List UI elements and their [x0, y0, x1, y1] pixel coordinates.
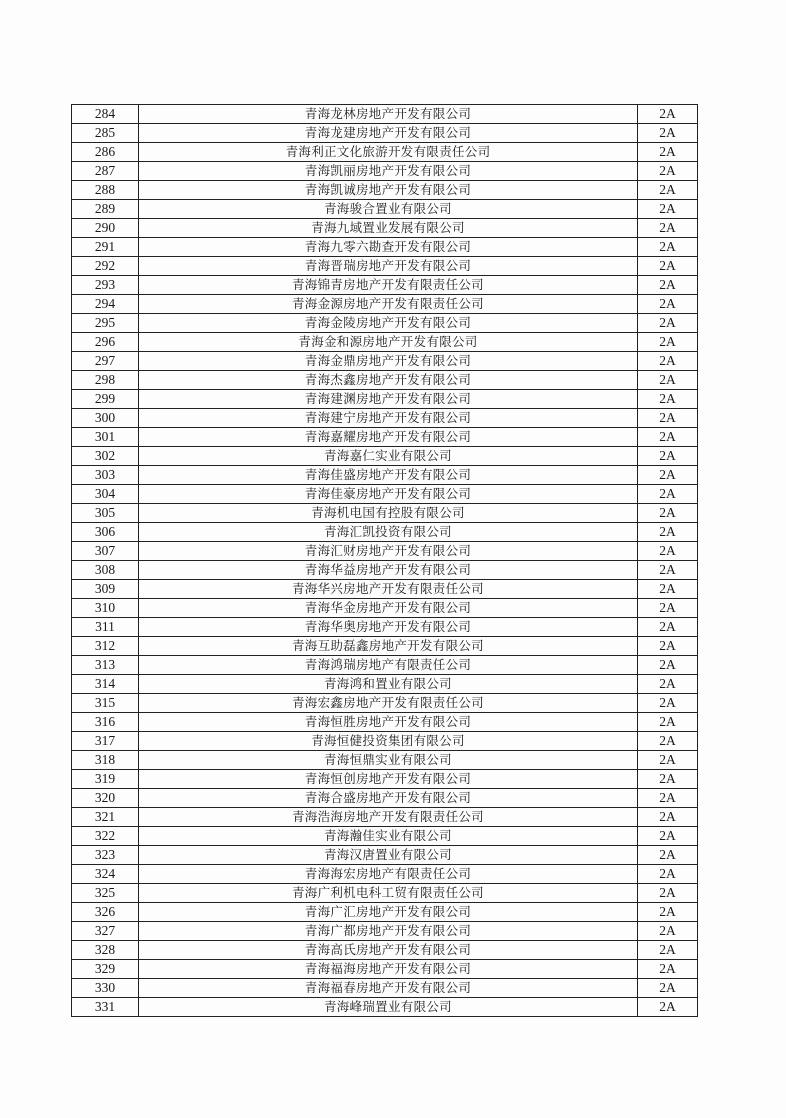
company-name-cell: 青海恒胜房地产开发有限公司: [139, 713, 638, 732]
grade-cell: 2A: [638, 827, 698, 846]
company-name-cell: 青海华益房地产开发有限公司: [139, 561, 638, 580]
table-row: [72, 827, 698, 846]
row-number-cell: 305: [72, 504, 139, 523]
row-number-cell: 293: [72, 276, 139, 295]
table-row: [72, 276, 698, 295]
table-row: [72, 390, 698, 409]
table-row: [72, 219, 698, 238]
grade-cell: 2A: [638, 561, 698, 580]
grade-cell: 2A: [638, 466, 698, 485]
company-name-cell: 青海浩海房地产开发有限责任公司: [139, 808, 638, 827]
company-name-cell: 青海鸿瑞房地产有限责任公司: [139, 656, 638, 675]
row-number-cell: 294: [72, 295, 139, 314]
company-name-cell: 青海宏鑫房地产开发有限责任公司: [139, 694, 638, 713]
grade-cell: 2A: [638, 580, 698, 599]
grade-cell: 2A: [638, 656, 698, 675]
grade-cell: 2A: [638, 162, 698, 181]
company-name-cell: 青海建宁房地产开发有限公司: [139, 409, 638, 428]
table-row: [72, 124, 698, 143]
company-name-cell: 青海合盛房地产开发有限公司: [139, 789, 638, 808]
grade-cell: 2A: [638, 732, 698, 751]
grade-cell: 2A: [638, 314, 698, 333]
company-name-cell: 青海龙林房地产开发有限公司: [139, 105, 638, 124]
row-number-cell: 304: [72, 485, 139, 504]
table-row: [72, 618, 698, 637]
company-name-cell: 青海汇凯投资有限公司: [139, 523, 638, 542]
table-row: [72, 561, 698, 580]
table-row: [72, 428, 698, 447]
table-row: [72, 181, 698, 200]
grade-cell: 2A: [638, 713, 698, 732]
row-number-cell: 308: [72, 561, 139, 580]
grade-cell: 2A: [638, 941, 698, 960]
row-number-cell: 331: [72, 998, 139, 1017]
grade-cell: 2A: [638, 808, 698, 827]
row-number-cell: 322: [72, 827, 139, 846]
row-number-cell: 307: [72, 542, 139, 561]
table-row: [72, 808, 698, 827]
grade-cell: 2A: [638, 789, 698, 808]
company-name-cell: 青海利正文化旅游开发有限责任公司: [139, 143, 638, 162]
row-number-cell: 329: [72, 960, 139, 979]
grade-cell: 2A: [638, 884, 698, 903]
table-row: [72, 504, 698, 523]
company-name-cell: 青海骏合置业有限公司: [139, 200, 638, 219]
company-name-cell: 青海广汇房地产开发有限公司: [139, 903, 638, 922]
table-row: [72, 333, 698, 352]
grade-cell: 2A: [638, 694, 698, 713]
company-name-cell: 青海九域置业发展有限公司: [139, 219, 638, 238]
company-name-cell: 青海机电国有控股有限公司: [139, 504, 638, 523]
table-row: [72, 903, 698, 922]
grade-cell: 2A: [638, 770, 698, 789]
grade-cell: 2A: [638, 143, 698, 162]
company-name-cell: 青海互助磊鑫房地产开发有限公司: [139, 637, 638, 656]
company-name-cell: 青海九零六勘查开发有限公司: [139, 238, 638, 257]
table-row: [72, 314, 698, 333]
table-row: [72, 257, 698, 276]
table-row: [72, 656, 698, 675]
grade-cell: 2A: [638, 371, 698, 390]
company-name-cell: 青海峰瑞置业有限公司: [139, 998, 638, 1017]
row-number-cell: 318: [72, 751, 139, 770]
company-name-cell: 青海海宏房地产有限责任公司: [139, 865, 638, 884]
company-name-cell: 青海晋瑞房地产开发有限公司: [139, 257, 638, 276]
company-name-cell: 青海佳豪房地产开发有限公司: [139, 485, 638, 504]
row-number-cell: 291: [72, 238, 139, 257]
row-number-cell: 303: [72, 466, 139, 485]
table-row: [72, 884, 698, 903]
row-number-cell: 287: [72, 162, 139, 181]
table-row: [72, 162, 698, 181]
company-name-cell: 青海建渊房地产开发有限公司: [139, 390, 638, 409]
grade-cell: 2A: [638, 295, 698, 314]
row-number-cell: 326: [72, 903, 139, 922]
table-row: [72, 732, 698, 751]
row-number-cell: 313: [72, 656, 139, 675]
grade-cell: 2A: [638, 922, 698, 941]
table-row: [72, 295, 698, 314]
table-row: [72, 371, 698, 390]
grade-cell: 2A: [638, 485, 698, 504]
row-number-cell: 328: [72, 941, 139, 960]
table-row: [72, 865, 698, 884]
row-number-cell: 295: [72, 314, 139, 333]
row-number-cell: 302: [72, 447, 139, 466]
grade-cell: 2A: [638, 751, 698, 770]
grade-cell: 2A: [638, 618, 698, 637]
row-number-cell: 297: [72, 352, 139, 371]
table-row: [72, 485, 698, 504]
company-name-cell: 青海佳盛房地产开发有限公司: [139, 466, 638, 485]
row-number-cell: 298: [72, 371, 139, 390]
row-number-cell: 285: [72, 124, 139, 143]
grade-cell: 2A: [638, 447, 698, 466]
company-name-cell: 青海华金房地产开发有限公司: [139, 599, 638, 618]
grade-cell: 2A: [638, 390, 698, 409]
table-row: [72, 789, 698, 808]
row-number-cell: 286: [72, 143, 139, 162]
company-name-cell: 青海嘉仁实业有限公司: [139, 447, 638, 466]
grade-cell: 2A: [638, 181, 698, 200]
row-number-cell: 296: [72, 333, 139, 352]
table-row: [72, 846, 698, 865]
row-number-cell: 314: [72, 675, 139, 694]
company-name-cell: 青海华奥房地产开发有限公司: [139, 618, 638, 637]
company-name-cell: 青海华兴房地产开发有限责任公司: [139, 580, 638, 599]
table-row: [72, 200, 698, 219]
table-row: [72, 447, 698, 466]
grade-cell: 2A: [638, 257, 698, 276]
grade-cell: 2A: [638, 409, 698, 428]
row-number-cell: 292: [72, 257, 139, 276]
company-name-cell: 青海恒创房地产开发有限公司: [139, 770, 638, 789]
table-row: [72, 580, 698, 599]
grade-cell: 2A: [638, 428, 698, 447]
table-row: [72, 694, 698, 713]
company-name-cell: 青海嘉耀房地产开发有限公司: [139, 428, 638, 447]
grade-cell: 2A: [638, 352, 698, 371]
grade-cell: 2A: [638, 504, 698, 523]
company-name-cell: 青海瀚佳实业有限公司: [139, 827, 638, 846]
row-number-cell: 320: [72, 789, 139, 808]
table-row: [72, 637, 698, 656]
grade-cell: 2A: [638, 675, 698, 694]
row-number-cell: 317: [72, 732, 139, 751]
table-row: [72, 542, 698, 561]
grade-cell: 2A: [638, 979, 698, 998]
company-name-cell: 青海龙建房地产开发有限公司: [139, 124, 638, 143]
table-row: [72, 979, 698, 998]
row-number-cell: 310: [72, 599, 139, 618]
table-row: [72, 238, 698, 257]
grade-cell: 2A: [638, 219, 698, 238]
grade-cell: 2A: [638, 542, 698, 561]
table-row: [72, 523, 698, 542]
table-body: [72, 105, 698, 1017]
company-name-cell: 青海金陵房地产开发有限公司: [139, 314, 638, 333]
row-number-cell: 323: [72, 846, 139, 865]
table-row: [72, 466, 698, 485]
company-name-cell: 青海福海房地产开发有限公司: [139, 960, 638, 979]
row-number-cell: 312: [72, 637, 139, 656]
row-number-cell: 284: [72, 105, 139, 124]
grade-cell: 2A: [638, 105, 698, 124]
company-name-cell: 青海金鼎房地产开发有限公司: [139, 352, 638, 371]
row-number-cell: 300: [72, 409, 139, 428]
table-row: [72, 941, 698, 960]
table-row: [72, 998, 698, 1017]
table-row: [72, 751, 698, 770]
row-number-cell: 327: [72, 922, 139, 941]
grade-cell: 2A: [638, 238, 698, 257]
table-row: [72, 960, 698, 979]
company-name-cell: 青海凯诚房地产开发有限公司: [139, 181, 638, 200]
company-name-cell: 青海锦青房地产开发有限责任公司: [139, 276, 638, 295]
grade-cell: 2A: [638, 998, 698, 1017]
row-number-cell: 289: [72, 200, 139, 219]
grade-cell: 2A: [638, 960, 698, 979]
company-name-cell: 青海广都房地产开发有限公司: [139, 922, 638, 941]
company-name-cell: 青海凯丽房地产开发有限公司: [139, 162, 638, 181]
company-name-cell: 青海金源房地产开发有限责任公司: [139, 295, 638, 314]
row-number-cell: 315: [72, 694, 139, 713]
row-number-cell: 321: [72, 808, 139, 827]
company-rating-table: [71, 104, 698, 1017]
row-number-cell: 306: [72, 523, 139, 542]
row-number-cell: 330: [72, 979, 139, 998]
row-number-cell: 290: [72, 219, 139, 238]
grade-cell: 2A: [638, 846, 698, 865]
row-number-cell: 311: [72, 618, 139, 637]
table-row: [72, 599, 698, 618]
table-row: [72, 105, 698, 124]
grade-cell: 2A: [638, 523, 698, 542]
table-row: [72, 770, 698, 789]
table-row: [72, 143, 698, 162]
row-number-cell: 325: [72, 884, 139, 903]
grade-cell: 2A: [638, 865, 698, 884]
row-number-cell: 324: [72, 865, 139, 884]
grade-cell: 2A: [638, 200, 698, 219]
grade-cell: 2A: [638, 599, 698, 618]
table-row: [72, 713, 698, 732]
company-name-cell: 青海鸿和置业有限公司: [139, 675, 638, 694]
company-name-cell: 青海杰鑫房地产开发有限公司: [139, 371, 638, 390]
company-name-cell: 青海广利机电科工贸有限责任公司: [139, 884, 638, 903]
row-number-cell: 309: [72, 580, 139, 599]
grade-cell: 2A: [638, 276, 698, 295]
row-number-cell: 288: [72, 181, 139, 200]
table-row: [72, 409, 698, 428]
company-name-cell: 青海恒健投资集团有限公司: [139, 732, 638, 751]
row-number-cell: 319: [72, 770, 139, 789]
company-name-cell: 青海高氏房地产开发有限公司: [139, 941, 638, 960]
company-name-cell: 青海汉唐置业有限公司: [139, 846, 638, 865]
grade-cell: 2A: [638, 903, 698, 922]
company-name-cell: 青海福春房地产开发有限公司: [139, 979, 638, 998]
grade-cell: 2A: [638, 333, 698, 352]
row-number-cell: 301: [72, 428, 139, 447]
table-row: [72, 352, 698, 371]
grade-cell: 2A: [638, 637, 698, 656]
company-name-cell: 青海汇财房地产开发有限公司: [139, 542, 638, 561]
table-row: [72, 922, 698, 941]
row-number-cell: 299: [72, 390, 139, 409]
table-row: [72, 675, 698, 694]
row-number-cell: 316: [72, 713, 139, 732]
company-name-cell: 青海金和源房地产开发有限公司: [139, 333, 638, 352]
grade-cell: 2A: [638, 124, 698, 143]
company-name-cell: 青海恒鼎实业有限公司: [139, 751, 638, 770]
